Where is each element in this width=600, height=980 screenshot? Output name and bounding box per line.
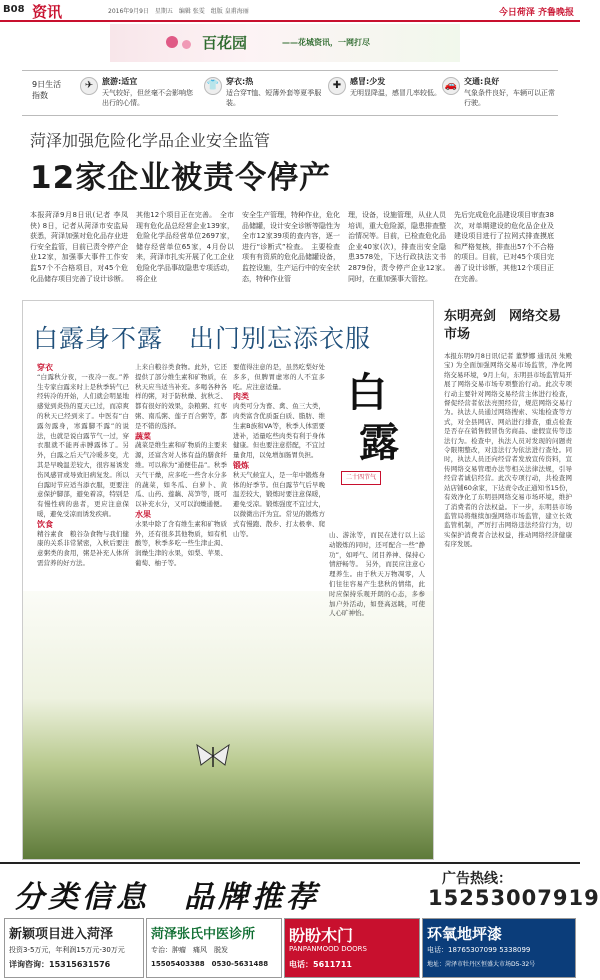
index-item-cold xyxy=(328,75,446,113)
paragraph: “白露秋分夜，一夜冷一夜。”养生专家白露来时上是秋季转气已经转冷的开始，人们就会明显地感觉到炎热的夏天已过，而凉爽的秋天已经到来了。中医有“白露勿露身，寒露脚不露”的说法，也就是说白露节气一过，穿衣服就不能再赤膊露体了。另外，白露之后天气冷暖多变，尤其是早晚温差较大，很容易诱发伤风感冒或导致旧病复发。所以白露时节应适当添衣服，更要注意保护脚部，避免着凉，特别是有慢性病的患者，更应注意保暖，避免受凉而诱发疾病。 xyxy=(37,372,129,518)
paragraph: 秋天气候宜人，是一年中锻炼身体的好季节。但白露节气后早晚温差较大，锻炼时要注意保暖，避免受凉。锻炼强度不宜过大，以微微出汗为宜。常见的锻炼方式有慢跑、散步、打太极拳、爬山等。 xyxy=(233,470,325,538)
ad-title: 新颖项目进入菏泽 xyxy=(9,927,114,942)
article-column: 本报菏泽9月8日讯(记者 李凤侠) 8日，记者从菏泽市安监局获悉，菏泽加强对危化品存业进行安全监管，目前已责令停产企业12家，加强事大事件工作安监57个不合格项目，对45个危化品储存项目完善了设计诊断。 xyxy=(30,211,128,283)
subhead: 锻炼 xyxy=(233,460,249,470)
ad-title: 菏泽张氏中医诊所 xyxy=(151,927,256,942)
section-title: 资讯 xyxy=(32,3,63,21)
travel-icon: ✈ xyxy=(80,77,98,95)
subhead: 肉类 xyxy=(233,392,249,402)
calligraphy-char: 露 xyxy=(359,419,399,466)
article-column: 先后完成危化品建设项目审查38次，对单期建设的危化品企业及建设项目进行了拉网式排查摸底和严格复核，排查出57个不合格的项目。目前，已对45个项目完善了设计诊断，其他12个项目正在完善。 xyxy=(454,211,554,283)
calligraphy xyxy=(337,361,413,521)
paragraph: 山、游泳等，而民在进行以上运动锻炼的同时，还可配合一些“静功”，如呼气、闭目养神、保持心情舒畅等。 另外，而民应注意心理养生。由于秋天万物凋零，人们往往容易产生悲秋的情绪，此时应保持乐观开朗的心态，多参加户外活动，如登高远眺，可使人心旷神怡。 xyxy=(329,531,425,618)
paragraph: 水果中除了含有维生素和矿物质外，还有很多其他物质，如有机酸等，秋季多吃一些生津止渴、润燥生津的水果，如梨、苹果、葡萄、柚子等。 xyxy=(135,519,227,567)
article-headline: 12家企业被责令停产 xyxy=(30,160,332,196)
index-title: 穿衣:热 xyxy=(226,77,254,86)
side-headline: 东明亮剑 网络交易市场 xyxy=(444,309,562,342)
ad-line: 电话：5611711 xyxy=(289,960,352,969)
paragraph: 要值得注意的是，虽然吃梨好处多多，但脾胃虚寒的人不宜多吃。应注意适量。 xyxy=(233,363,325,391)
feature-column-4 xyxy=(329,531,425,619)
seal-stamp: 二十四节气 xyxy=(341,471,381,485)
ad-title: 环氧地坪漆 xyxy=(427,925,503,943)
subhead: 穿衣 xyxy=(37,363,53,372)
calligraphy-char: 白 xyxy=(347,369,387,416)
car-icon: 🚗 xyxy=(442,77,460,95)
ad-hotline xyxy=(428,868,600,914)
side-story xyxy=(444,308,572,858)
classified-ads xyxy=(0,862,600,980)
grass-photo xyxy=(23,591,433,859)
index-desc: 无明显降温，感冒几率较低。 xyxy=(350,89,441,97)
ad-line: 15505403388 0530-5631488 xyxy=(151,960,269,968)
ad-clinic xyxy=(146,918,282,978)
newspaper-brand: 今日荷泽 齐鲁晚报 xyxy=(498,8,574,18)
feature-column-3 xyxy=(233,363,325,539)
ad-line: 电话：18765307099 5338099 xyxy=(427,946,531,954)
index-desc: 天气较好，但丝毫不会影响您出行的心情。 xyxy=(102,89,193,107)
ad-floor-paint xyxy=(422,918,576,978)
ad-line: 投资3-5万元，年利润15万元-30万元 xyxy=(9,946,125,954)
banner-title: 百花园 xyxy=(202,34,248,52)
article-column: 安全生产管理，特种作业，危化品储罐，设计安全诊断等隐性为全市12家39项的查内容，逐一进行“诊断式”检查。 主要检查项有有资质的危化品储罐设备，监控设施，生产运行中的安全状态，特种作业管 xyxy=(242,211,340,283)
index-desc: 气象条件良好，车辆可以正常行驶。 xyxy=(464,89,555,107)
article-kicker: 菏泽加强危险化学品企业安全监管 xyxy=(30,131,271,150)
subhead: 水果 xyxy=(135,509,151,519)
shirt-icon: 👕 xyxy=(204,77,222,95)
column-banner xyxy=(110,24,460,62)
index-title: 感冒:少发 xyxy=(350,77,386,86)
subhead: 蔬菜 xyxy=(135,431,151,441)
ad-line: 详询咨询：15315631576 xyxy=(9,960,111,969)
subhead: 饮食 xyxy=(37,519,53,529)
side-body: 本报东明9月8日讯(记者 董梦娜 通讯员 朱殿宝) 为全面加强网络交易市场监管，净化网络交易环境，9月上旬，东明县市场监管局开展了网络交易市场专项整治行动。此次专项行动主要针对网络交易经营主体进行检查，督促经营者依法亮照经营，规范网络交易行为。执法人员通过网络搜索、实地检查等方式，对全县网店、网站进行排查，重点检查是否存在销售假冒伪劣商品、虚假宣传等违法行为。检查中，执法人员对发现的问题责令限期整改，对违法行为依法进行查处。同时，执法人员还向经营者发放宣传资料，宣传网络交易管理办法等相关法律法规，引导经营者诚信经营。此次专项行动，共检查网站店铺60余家，下达责令改正通知书15份，有效净化了东明县网络交易市场环境，维护了消费者的合法权益。下一步，东明县市场监管局将继续加强网络市场监管，建立长效监管机制，严厉打击网络违法经营行为，切实保护消费者合法权益，推动网络经济健康有序发展。 xyxy=(444,352,572,549)
ads-title: 分类信息 品牌推荐 xyxy=(14,880,320,915)
flower-icon xyxy=(166,36,178,48)
ad-title: 盼盼木门 xyxy=(289,926,354,945)
feature-column-2 xyxy=(135,363,227,569)
article-column: 其他12个项目正在完善。 全市现有危化品总经营企业139家，危险化学品经营单位2697家，储存经营单位65家，4月份以来，菏泽市扎实开展了化工企业危险化学品事故隐患专项活动，将企业 xyxy=(136,211,234,283)
medicine-icon: ✚ xyxy=(328,77,346,95)
hotline-label: 广告热线： xyxy=(442,871,512,887)
ad-line: 地址：菏泽市牡丹区恒盛大市场D5-32号 xyxy=(427,961,536,968)
paragraph: 上来自粮谷类食物。此外，它还提供了部分维生素和矿物质，在秋天应当适当补充。多喝各种各样的粥，对于防秋燥、抗秋乏、都有很好的效果，杂粮粥、红枣粥、南瓜粥、莲子百合粥等，都是不错的选择。 xyxy=(135,363,227,430)
article-column: 理，设备，设施管理，从业人员培训，重大危险源，隐患排查整治情况等。目前，已检查危化品企业40家(次)，排查出安全隐患3578处，下达行政执法文书2879份，责令停产企业12家。 同时，在重加强事大管控。 xyxy=(348,211,453,283)
index-item-traffic xyxy=(442,75,560,113)
index-item-clothing xyxy=(204,75,322,113)
ad-line: PANPANMOOD DOORS xyxy=(289,945,367,953)
feature-story xyxy=(22,300,434,860)
index-desc: 适合穿T恤、短薄外套等夏季服装。 xyxy=(226,89,322,107)
paragraph: 精谷素食 粮谷杂食物与我们健康的关系非常紧密，入秋后要注意粥类的食用，粥是补充人体所需营养的好方法。 xyxy=(37,529,129,567)
butterfly-icon xyxy=(193,741,233,771)
index-item-travel xyxy=(80,75,198,113)
banner-subtitle: ——花城资讯，一网打尽 xyxy=(282,38,370,47)
paragraph: 肉类可分为畜、禽、鱼三大类，肉类富含优质蛋白质、脂肪、维生素B族和VA等，秋季人体需要进补，适量吃些肉类有利于身体健康。但也要注意搭配，不宜过量食用，以免增加肠胃负担。 xyxy=(233,402,325,460)
life-index-label: 9日生活指数 xyxy=(32,80,62,100)
hotline-number: 15253007919 xyxy=(428,886,600,910)
ad-door xyxy=(284,918,420,978)
feature-column-1 xyxy=(37,363,129,569)
ad-line: 专治：肿瘤 痛风 脱发 xyxy=(151,946,228,954)
life-index-bar xyxy=(22,70,558,116)
page-header xyxy=(0,0,580,22)
ad-project xyxy=(4,918,144,978)
article-body xyxy=(30,210,556,283)
paragraph: 蔬菜是维生素和矿物质的主要来源，还富含对人体有益的膳食纤维。可以称为“通便佳品”。秋季天气干燥，应多吃一些含水分多的蔬菜，如冬瓜、白萝卜、黄瓜、山药、莲藕、莴笋等，既可以补充水分，又可以润燥通便。 xyxy=(135,441,227,509)
page-number: B08 xyxy=(3,4,25,15)
index-title: 交通:良好 xyxy=(464,77,500,86)
flower-icon xyxy=(182,40,191,49)
date-line: 2016年9月9日 星期五 编辑 张雯 组版 皇甫海丽 xyxy=(108,8,249,15)
index-title: 旅游:适宜 xyxy=(102,77,138,86)
feature-title: 白露身不露 出门别忘添衣服 xyxy=(33,324,372,353)
